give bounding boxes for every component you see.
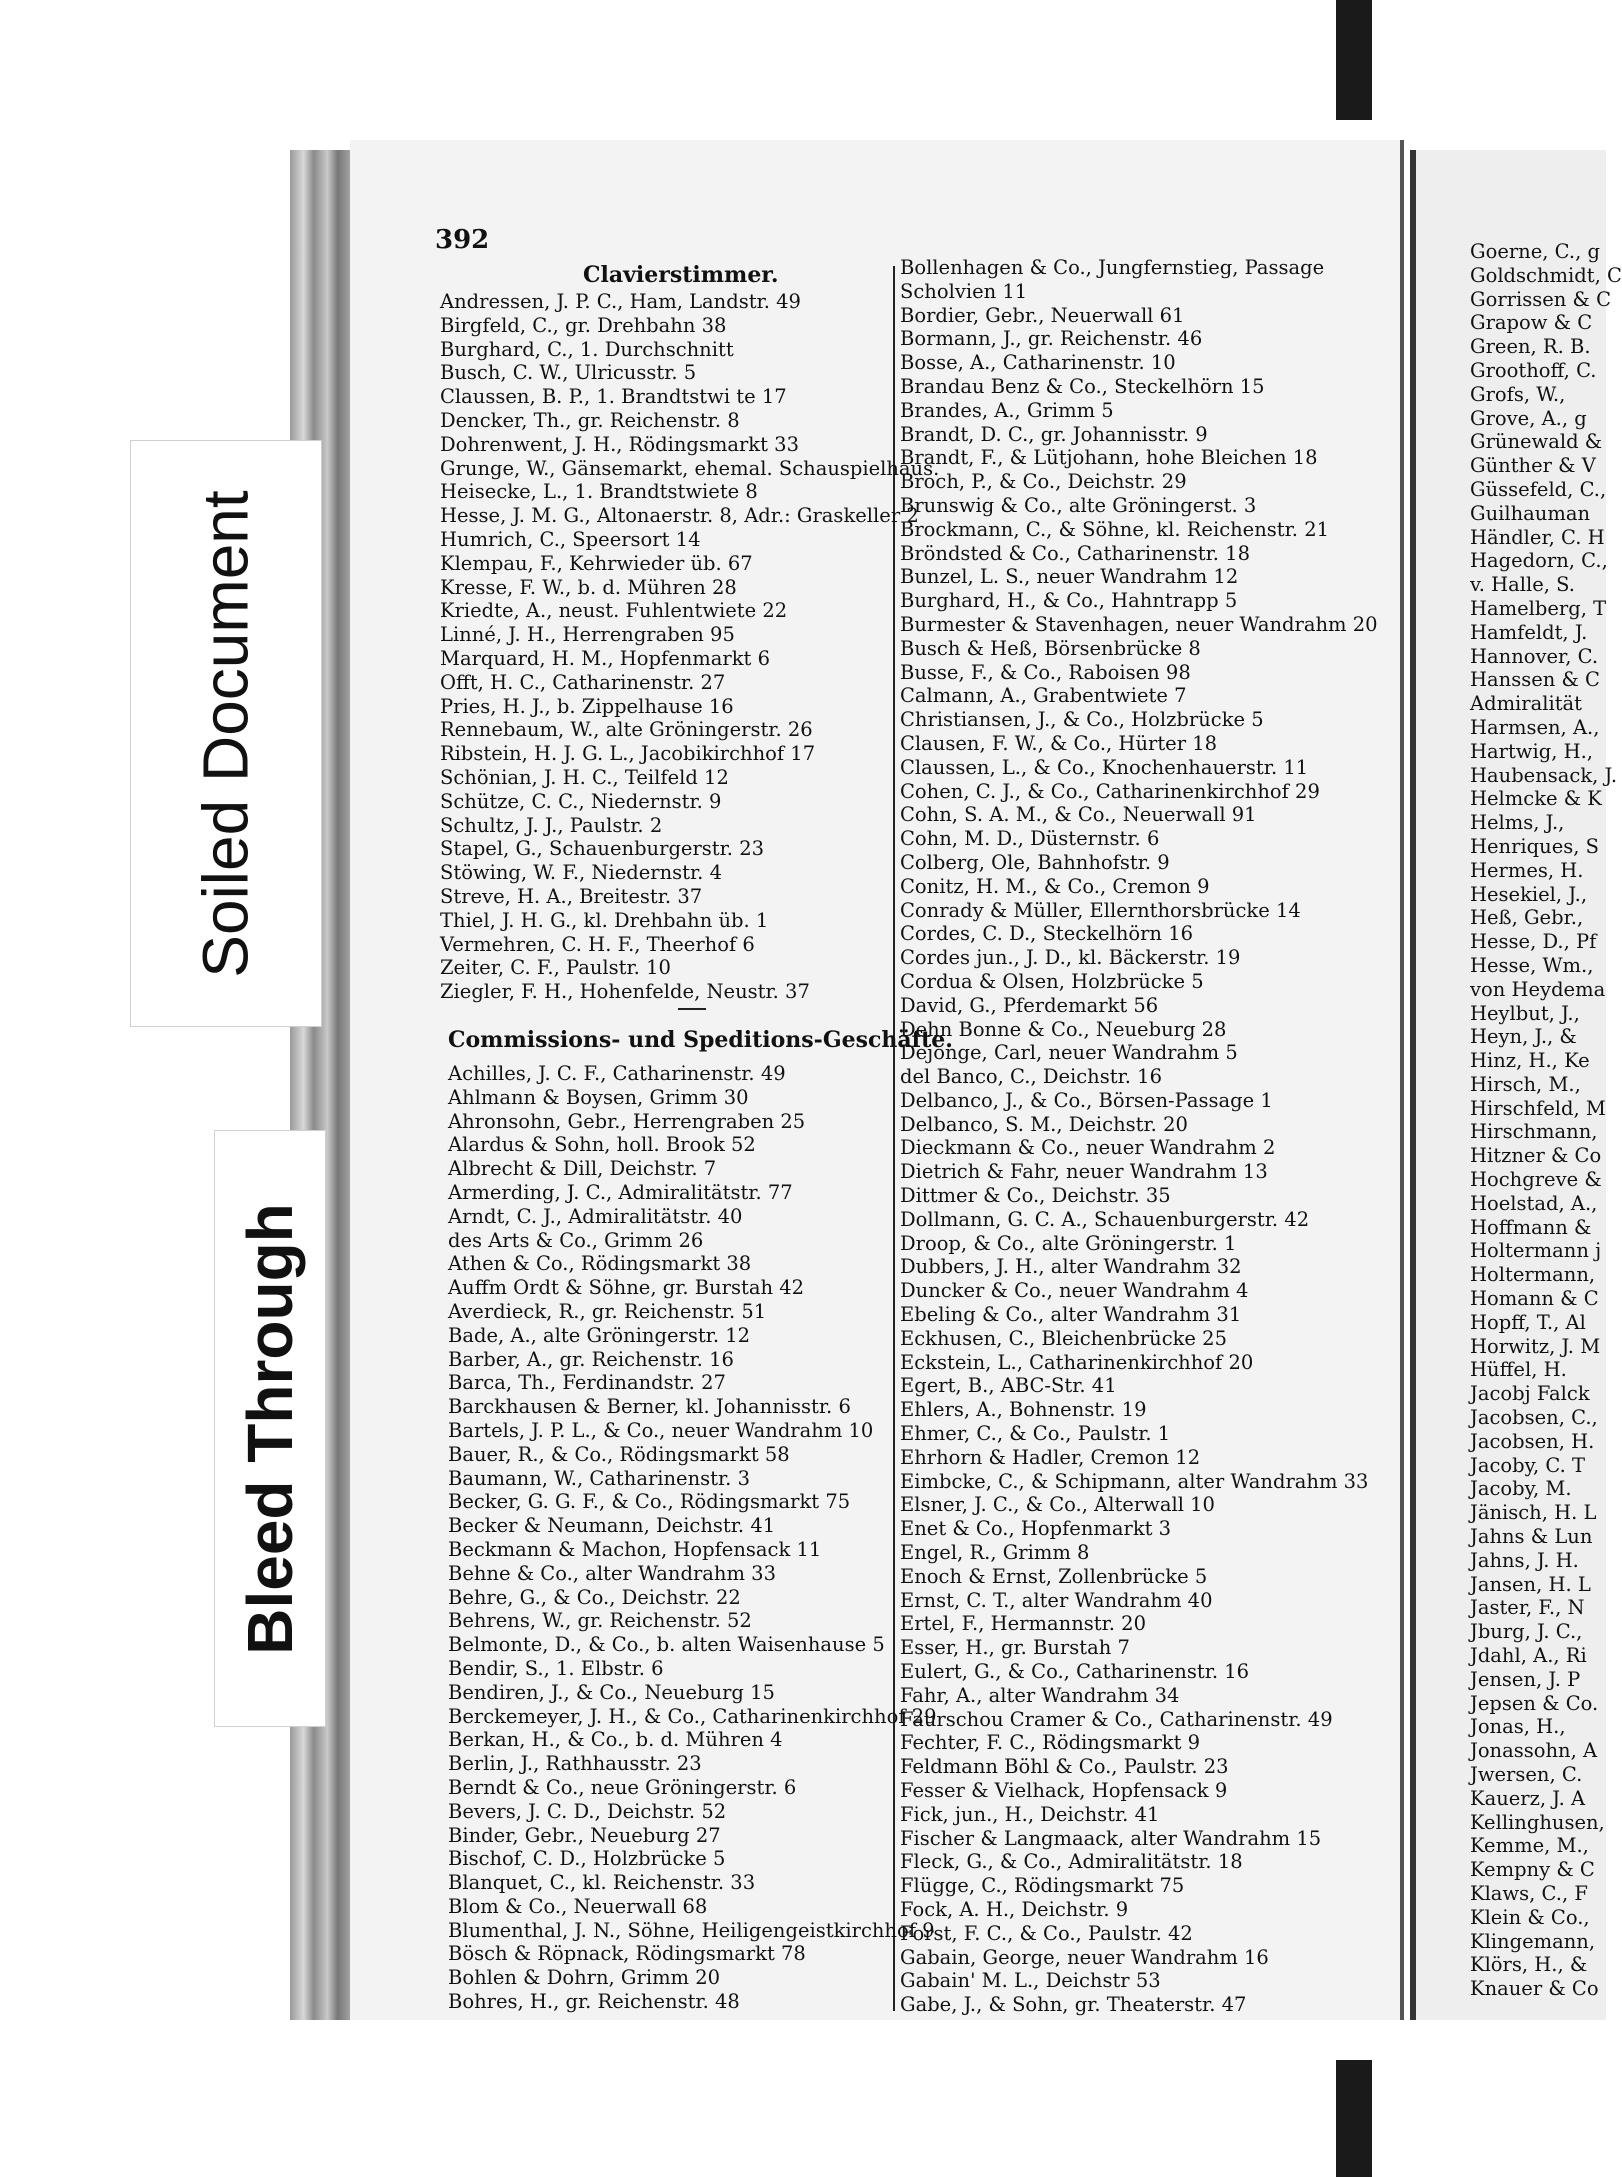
directory-entry: Bauer, R., & Co., Rödingsmarkt 58 bbox=[448, 1442, 790, 1466]
directory-entry: Fesser & Vielhack, Hopfensack 9 bbox=[900, 1779, 1228, 1802]
directory-entry: Jonassohn, A bbox=[1470, 1739, 1598, 1763]
directory-entry: Knauer & Co bbox=[1470, 1977, 1599, 2001]
directory-entry: Hochgreve & bbox=[1470, 1168, 1602, 1192]
directory-entry: Bosse, A., Catharinenstr. 10 bbox=[900, 351, 1176, 375]
directory-entry: Klaws, C., F bbox=[1470, 1881, 1588, 1905]
directory-entry: Hirschmann, bbox=[1470, 1120, 1598, 1144]
directory-entry: Stapel, G., Schauenburgerstr. 23 bbox=[440, 837, 765, 861]
directory-entry: Beckmann & Machon, Hopfensack 11 bbox=[448, 1537, 822, 1561]
directory-entry: Hesekiel, J., bbox=[1470, 882, 1588, 906]
directory-entry: Birgfeld, C., gr. Drehbahn 38 bbox=[440, 313, 727, 337]
directory-entry: Auffm Ordt & Söhne, gr. Burstah 42 bbox=[448, 1276, 805, 1300]
directory-entry: Berlin, J., Rathhausstr. 23 bbox=[448, 1752, 702, 1776]
directory-entry: Eckstein, L., Catharinenkirchhof 20 bbox=[900, 1350, 1254, 1374]
directory-entry: Jacoby, C. T bbox=[1470, 1453, 1586, 1477]
directory-entry: Jahns, J. H. bbox=[1470, 1548, 1579, 1572]
directory-entry: Hamelberg, T bbox=[1470, 596, 1607, 620]
directory-entry: Heylbut, J., bbox=[1470, 1001, 1580, 1025]
directory-entry: Busse, F., & Co., Raboisen 98 bbox=[900, 660, 1191, 684]
directory-entry: Schönian, J. H. C., Teilfeld 12 bbox=[440, 765, 729, 789]
directory-entry: Cordua & Olsen, Holzbrücke 5 bbox=[900, 969, 1204, 993]
directory-entry: David, G., Pferdemarkt 56 bbox=[900, 993, 1159, 1017]
directory-entry: Barckhausen & Berner, kl. Johannisstr. 6 bbox=[448, 1395, 851, 1419]
directory-entry: Dubbers, J. H., alter Wandrahm 32 bbox=[900, 1255, 1242, 1279]
directory-entry: Brockmann, C., & Söhne, kl. Reichenstr. 21 bbox=[900, 517, 1330, 541]
directory-entry: Goldschmidt, C bbox=[1470, 263, 1622, 287]
directory-entry: Bröndsted & Co., Catharinenstr. 18 bbox=[900, 541, 1250, 565]
directory-entry: Bollenhagen & Co., Jungfernstieg, Passage bbox=[900, 256, 1325, 279]
directory-entry: Offt, H. C., Catharinenstr. 27 bbox=[440, 670, 726, 694]
directory-entry: des Arts & Co., Grimm 26 bbox=[448, 1228, 704, 1252]
directory-entry: Ribstein, H. J. G. L., Jacobikirchhof 17 bbox=[440, 742, 816, 766]
directory-entry: Dollmann, G. C. A., Schauenburgerstr. 42 bbox=[900, 1207, 1310, 1231]
directory-entry: Hoffmann & bbox=[1470, 1215, 1592, 1239]
directory-entry: Holtermann, bbox=[1470, 1263, 1596, 1287]
directory-entry: Fick, jun., H., Deichstr. 41 bbox=[900, 1802, 1160, 1826]
directory-entry: Berndt & Co., neue Gröningerstr. 6 bbox=[448, 1775, 797, 1799]
directory-entry: Ziegler, F. H., Hohenfelde, Neustr. 37 bbox=[440, 980, 810, 1004]
directory-entry: Blumenthal, J. N., Söhne, Heiligengeistkirchhof 9 bbox=[448, 1918, 935, 1942]
directory-entry: Andressen, J. P. C., Ham, Landstr. 49 bbox=[440, 290, 801, 313]
clavierstimmer-list bbox=[440, 290, 939, 1004]
directory-entry: Fock, A. H., Deichstr. 9 bbox=[900, 1897, 1129, 1921]
directory-entry: del Banco, C., Deichstr. 16 bbox=[900, 1065, 1162, 1089]
directory-entry: Rennebaum, W., alte Gröningerstr. 26 bbox=[440, 718, 813, 742]
directory-entry: Brandes, A., Grimm 5 bbox=[900, 398, 1114, 422]
directory-entry: Marquard, H. M., Hopfenmarkt 6 bbox=[440, 646, 770, 670]
directory-entry: Blom & Co., Neuerwall 68 bbox=[448, 1894, 708, 1918]
commissions-list-col1 bbox=[448, 1062, 937, 2014]
directory-entry: Humrich, C., Speersort 14 bbox=[440, 527, 701, 551]
directory-entry: Hagedorn, C., bbox=[1470, 549, 1608, 573]
directory-entry: Brandt, D. C., gr. Johannisstr. 9 bbox=[900, 422, 1208, 446]
directory-entry: Grunge, W., Gänsemarkt, ehemal. Schauspielhaus. bbox=[440, 456, 940, 480]
directory-entry: Arndt, C. J., Admiralitätstr. 40 bbox=[448, 1204, 743, 1228]
directory-entry: Bartels, J. P. L., & Co., neuer Wandrahm 10 bbox=[448, 1418, 874, 1442]
directory-entry: Barber, A., gr. Reichenstr. 16 bbox=[448, 1347, 734, 1371]
directory-entry: Hirsch, M., bbox=[1470, 1072, 1581, 1096]
directory-entry: Haubensack, J. bbox=[1470, 763, 1618, 787]
directory-entry: Bendir, S., 1. Elbstr. 6 bbox=[448, 1656, 664, 1680]
directory-entry: Bevers, J. C. D., Deichstr. 52 bbox=[448, 1799, 727, 1823]
directory-entry: Eckhusen, C., Bleichenbrücke 25 bbox=[900, 1326, 1227, 1350]
directory-entry: Armerding, J. C., Admiralitätstr. 77 bbox=[448, 1180, 793, 1204]
section-heading-commissions: Commissions- und Speditions-Geschäfte. bbox=[448, 1027, 953, 1053]
directory-entry: Streve, H. A., Breitestr. 37 bbox=[440, 884, 703, 908]
soiled-document-tag: Soiled Document bbox=[130, 440, 322, 1027]
directory-entry: Berckemeyer, J. H., & Co., Catharinenkirchhof 29 bbox=[448, 1704, 937, 1728]
directory-entry: Gabain' M. L., Deichstr 53 bbox=[900, 1969, 1161, 1993]
directory-entry: Klein & Co., bbox=[1470, 1905, 1590, 1929]
directory-entry: Jacobj Falck bbox=[1470, 1382, 1590, 1406]
directory-entry: Behrens, W., gr. Reichenstr. 52 bbox=[448, 1609, 752, 1633]
directory-entry: Busch & Heß, Börsenbrücke 8 bbox=[900, 636, 1201, 660]
directory-entry: Heß, Gebr., bbox=[1470, 906, 1584, 930]
facing-page-list bbox=[1470, 240, 1622, 2001]
directory-entry: Jburg, J. C., bbox=[1470, 1620, 1583, 1644]
directory-entry: Colberg, Ole, Bahnhofstr. 9 bbox=[900, 850, 1170, 874]
directory-entry: Jacobsen, C., bbox=[1470, 1406, 1598, 1430]
directory-entry: Feldmann Böhl & Co., Paulstr. 23 bbox=[900, 1755, 1229, 1779]
directory-entry: Henriques, S bbox=[1470, 834, 1600, 858]
directory-entry: Esser, H., gr. Burstah 7 bbox=[900, 1636, 1130, 1660]
directory-entry: Dehn Bonne & Co., Neueburg 28 bbox=[900, 1017, 1227, 1041]
directory-entry: Becker & Neumann, Deichstr. 41 bbox=[448, 1514, 776, 1538]
directory-entry: Jensen, J. P bbox=[1470, 1667, 1581, 1691]
directory-entry: Egert, B., ABC-Str. 41 bbox=[900, 1374, 1117, 1398]
directory-entry: Cordes, C. D., Steckelhörn 16 bbox=[900, 922, 1194, 946]
directory-entry: Grünewald & bbox=[1470, 430, 1603, 454]
directory-entry: Fahr, A., alter Wandrahm 34 bbox=[900, 1683, 1180, 1707]
directory-entry: Scholvien 11 bbox=[900, 279, 1028, 303]
directory-entry: Horwitz, J. M bbox=[1470, 1334, 1601, 1358]
directory-entry: Bade, A., alte Gröningerstr. 12 bbox=[448, 1323, 751, 1347]
directory-entry: Kemme, M., bbox=[1470, 1834, 1589, 1858]
directory-entry: Grove, A., g bbox=[1470, 406, 1587, 430]
directory-entry: Droop, & Co., alte Gröningerstr. 1 bbox=[900, 1231, 1237, 1255]
directory-entry: Jacobsen, H. bbox=[1470, 1429, 1595, 1453]
directory-entry: Heyn, J., & bbox=[1470, 1025, 1577, 1049]
commissions-list-col2 bbox=[900, 256, 1378, 2017]
directory-entry: Bendiren, J., & Co., Neueburg 15 bbox=[448, 1680, 775, 1704]
directory-entry: Burghard, C., 1. Durchschnitt bbox=[440, 337, 734, 361]
directory-entry: Ertel, F., Hermannstr. 20 bbox=[900, 1612, 1146, 1636]
directory-entry: Linné, J. H., Herrengraben 95 bbox=[440, 623, 735, 647]
directory-entry: Averdieck, R., gr. Reichenstr. 51 bbox=[448, 1299, 767, 1323]
directory-entry: Jwersen, C. bbox=[1470, 1763, 1583, 1786]
directory-entry: Enet & Co., Hopfenmarkt 3 bbox=[900, 1517, 1172, 1541]
directory-entry: Alardus & Sohn, holl. Brook 52 bbox=[448, 1133, 756, 1157]
book-page-edges bbox=[290, 150, 358, 2020]
directory-entry: Hesse, D., Pf bbox=[1470, 930, 1597, 954]
directory-entry: Clausen, F. W., & Co., Hürter 18 bbox=[900, 731, 1218, 755]
directory-entry: Duncker & Co., neuer Wandrahm 4 bbox=[900, 1279, 1249, 1303]
directory-entry: Grapow & C bbox=[1470, 311, 1593, 335]
directory-entry: Pries, H. J., b. Zippelhause 16 bbox=[440, 694, 734, 718]
directory-entry: Bormann, J., gr. Reichenstr. 46 bbox=[900, 327, 1203, 351]
directory-entry: Engel, R., Grimm 8 bbox=[900, 1541, 1090, 1565]
directory-entry: Fischer & Langmaack, alter Wandrahm 15 bbox=[900, 1826, 1322, 1850]
directory-entry: Dohrenwent, J. H., Rödingsmarkt 33 bbox=[440, 432, 799, 456]
directory-entry: Fleck, G., & Co., Admiralitätstr. 18 bbox=[900, 1850, 1243, 1874]
directory-entry: Cordes jun., J. D., kl. Bäckerstr. 19 bbox=[900, 946, 1241, 970]
directory-entry: Delbanco, S. M., Deichstr. 20 bbox=[900, 1112, 1188, 1136]
directory-entry: Claussen, B. P., 1. Brandtstwi te 17 bbox=[440, 385, 787, 409]
directory-entry: Hinz, H., Ke bbox=[1470, 1049, 1590, 1073]
directory-entry: Groothoff, C. bbox=[1470, 358, 1597, 382]
directory-entry: Guilhauman bbox=[1470, 501, 1591, 525]
directory-entry: Brunswig & Co., alte Gröningerst. 3 bbox=[900, 493, 1257, 517]
directory-entry: Cohn, S. A. M., & Co., Neuerwall 91 bbox=[900, 803, 1257, 827]
directory-entry: Goerne, C., g bbox=[1470, 240, 1600, 263]
directory-entry: Jdahl, A., Ri bbox=[1470, 1644, 1587, 1668]
directory-entry: Güssefeld, C., bbox=[1470, 477, 1607, 501]
directory-entry: Faurschou Cramer & Co., Catharinenstr. 49 bbox=[900, 1707, 1333, 1731]
directory-entry: Ahlmann & Boysen, Grimm 30 bbox=[448, 1085, 749, 1109]
directory-entry: Bischof, C. D., Holzbrücke 5 bbox=[448, 1847, 726, 1871]
directory-entry: Eimbcke, C., & Schipmann, alter Wandrahm 33 bbox=[900, 1469, 1369, 1493]
directory-entry: Behre, G., & Co., Deichstr. 22 bbox=[448, 1585, 741, 1609]
directory-entry: Thiel, J. H. G., kl. Drehbahn üb. 1 bbox=[440, 908, 769, 932]
directory-entry: Kriedte, A., neust. Fuhlentwiete 22 bbox=[440, 599, 788, 623]
directory-entry: Christiansen, J., & Co., Holzbrücke 5 bbox=[900, 708, 1264, 732]
directory-entry: Belmonte, D., & Co., b. alten Waisenhause 5 bbox=[448, 1633, 885, 1657]
directory-entry: Bösch & Röpnack, Rödingsmarkt 78 bbox=[448, 1942, 806, 1966]
directory-entry: Helms, J., bbox=[1470, 811, 1565, 835]
directory-entry: Broch, P., & Co., Deichstr. 29 bbox=[900, 470, 1187, 494]
directory-entry: Conrady & Müller, Ellernthorsbrücke 14 bbox=[900, 898, 1301, 922]
directory-entry: Dieckmann & Co., neuer Wandrahm 2 bbox=[900, 1136, 1276, 1160]
directory-entry: Achilles, J. C. F., Catharinenstr. 49 bbox=[448, 1062, 786, 1085]
directory-entry: Bunzel, L. S., neuer Wandrahm 12 bbox=[900, 565, 1239, 589]
directory-entry: Flügge, C., Rödingsmarkt 75 bbox=[900, 1874, 1185, 1898]
directory-entry: Bordier, Gebr., Neuerwall 61 bbox=[900, 303, 1185, 327]
directory-entry: Ahronsohn, Gebr., Herrengraben 25 bbox=[448, 1109, 806, 1133]
directory-entry: Brandt, F., & Lütjohann, hohe Bleichen 18 bbox=[900, 446, 1318, 470]
directory-entry: Hitzner & Co bbox=[1470, 1144, 1602, 1168]
directory-entry: Jänisch, H. L bbox=[1470, 1501, 1597, 1525]
directory-entry: Händler, C. H bbox=[1470, 525, 1605, 549]
directory-entry: Brandau Benz & Co., Steckelhörn 15 bbox=[900, 374, 1265, 398]
scanner-edge-top bbox=[1336, 0, 1372, 120]
directory-entry: Behne & Co., alter Wandrahm 33 bbox=[448, 1561, 776, 1585]
directory-entry: Calmann, A., Grabentwiete 7 bbox=[900, 684, 1187, 708]
directory-entry: Hirschfeld, M bbox=[1470, 1096, 1606, 1120]
directory-entry: Cohn, M. D., Düsternstr. 6 bbox=[900, 827, 1160, 851]
directory-entry: Gabe, J., & Sohn, gr. Theaterstr. 47 bbox=[900, 1993, 1247, 2017]
directory-entry: Cohen, C. J., & Co., Catharinenkirchhof 29 bbox=[900, 779, 1320, 803]
directory-entry: Dittmer & Co., Deichstr. 35 bbox=[900, 1184, 1171, 1208]
directory-entry: Claussen, L., & Co., Knochenhauerstr. 11 bbox=[900, 755, 1309, 779]
directory-entry: Ehlers, A., Bohnenstr. 19 bbox=[900, 1398, 1147, 1422]
directory-entry: Jonas, H., bbox=[1470, 1715, 1566, 1739]
directory-entry: Burmester & Stavenhagen, neuer Wandrahm 20 bbox=[900, 612, 1378, 636]
directory-entry: Berkan, H., & Co., b. d. Mühren 4 bbox=[448, 1728, 783, 1752]
directory-entry: Zeiter, C. F., Paulstr. 10 bbox=[440, 956, 671, 980]
directory-entry: Jepsen & Co. bbox=[1470, 1691, 1599, 1715]
directory-entry: Klempau, F., Kehrwieder üb. 67 bbox=[440, 551, 753, 575]
bleed-through-tag: Bleed Through bbox=[214, 1130, 326, 1727]
directory-entry: Conitz, H. M., & Co., Cremon 9 bbox=[900, 874, 1210, 898]
directory-entry: Klörs, H., & bbox=[1470, 1953, 1588, 1977]
directory-entry: Bohres, H., gr. Reichenstr. 48 bbox=[448, 1990, 740, 2014]
directory-entry: Barca, Th., Ferdinandstr. 27 bbox=[448, 1371, 726, 1395]
directory-entry: Ernst, C. T., alter Wandrahm 40 bbox=[900, 1588, 1213, 1612]
directory-entry: Forst, F. C., & Co., Paulstr. 42 bbox=[900, 1921, 1193, 1945]
directory-entry: Enoch & Ernst, Zollenbrücke 5 bbox=[900, 1564, 1208, 1588]
directory-entry: Jansen, H. L bbox=[1470, 1572, 1591, 1596]
section-separator bbox=[678, 1008, 706, 1010]
directory-entry: Jaster, F., N bbox=[1470, 1596, 1585, 1620]
directory-entry: von Heydema bbox=[1470, 977, 1606, 1001]
directory-entry: Becker, G. G. F., & Co., Rödingsmarkt 75 bbox=[448, 1490, 851, 1514]
directory-entry: Hermes, H. bbox=[1470, 858, 1584, 882]
directory-entry: Stöwing, W. F., Niedernstr. 4 bbox=[440, 861, 722, 885]
page-number: 392 bbox=[435, 225, 490, 255]
directory-entry: Kresse, F. W., b. d. Mühren 28 bbox=[440, 575, 737, 599]
section-heading-clavierstimmer: Clavierstimmer. bbox=[583, 262, 779, 288]
directory-entry: Blanquet, C., kl. Reichenstr. 33 bbox=[448, 1871, 756, 1895]
directory-entry: Athen & Co., Rödingsmarkt 38 bbox=[448, 1252, 752, 1276]
directory-entry: Vermehren, C. H. F., Theerhof 6 bbox=[440, 932, 755, 956]
directory-entry: Burghard, H., & Co., Hahntrapp 5 bbox=[900, 589, 1238, 613]
directory-entry: Gabain, George, neuer Wandrahm 16 bbox=[900, 1945, 1269, 1969]
directory-entry: Jacoby, M. bbox=[1470, 1477, 1572, 1501]
directory-entry: Hartwig, H., bbox=[1470, 739, 1593, 763]
directory-entry: Homann & C bbox=[1470, 1287, 1599, 1311]
directory-entry: Dencker, Th., gr. Reichenstr. 8 bbox=[440, 408, 740, 432]
directory-entry: Delbanco, J., & Co., Börsen-Passage 1 bbox=[900, 1088, 1273, 1112]
directory-entry: Hesse, Wm., bbox=[1470, 953, 1594, 977]
directory-entry: Hannover, C. bbox=[1470, 644, 1599, 668]
directory-entry: Hanssen & C bbox=[1470, 668, 1600, 692]
directory-entry: Heisecke, L., 1. Brandtstwiete 8 bbox=[440, 480, 758, 504]
directory-entry: Schultz, J. J., Paulstr. 2 bbox=[440, 813, 663, 837]
scanner-edge-bottom bbox=[1336, 2060, 1372, 2177]
directory-entry: Fechter, F. C., Rödingsmarkt 9 bbox=[900, 1731, 1201, 1755]
directory-entry: Harmsen, A., bbox=[1470, 715, 1600, 739]
directory-entry: Kauerz, J. A bbox=[1470, 1786, 1586, 1810]
directory-entry: Klingemann, bbox=[1470, 1929, 1596, 1953]
directory-entry: Günther & V bbox=[1470, 454, 1596, 478]
directory-entry: Admiralität bbox=[1470, 692, 1583, 716]
directory-entry: Binder, Gebr., Neueburg 27 bbox=[448, 1823, 721, 1847]
directory-entry: Green, R. B. bbox=[1470, 335, 1591, 359]
directory-entry: Hamfeldt, J. bbox=[1470, 620, 1588, 644]
directory-entry: Gorrissen & C bbox=[1470, 287, 1611, 311]
directory-entry: Jahns & Lun bbox=[1470, 1525, 1593, 1549]
directory-entry: Bohlen & Dohrn, Grimm 20 bbox=[448, 1966, 721, 1990]
directory-entry: Dejonge, Carl, neuer Wandrahm 5 bbox=[900, 1041, 1238, 1065]
directory-entry: Schütze, C. C., Niedernstr. 9 bbox=[440, 789, 722, 813]
directory-entry: Albrecht & Dill, Deichstr. 7 bbox=[448, 1157, 717, 1181]
directory-entry: Kellinghusen, bbox=[1470, 1810, 1605, 1834]
directory-entry: Holtermann j bbox=[1470, 1239, 1602, 1263]
directory-entry: Eulert, G., & Co., Catharinenstr. 16 bbox=[900, 1660, 1250, 1684]
directory-entry: Dietrich & Fahr, neuer Wandrahm 13 bbox=[900, 1160, 1268, 1184]
directory-entry: Ebeling & Co., alter Wandrahm 31 bbox=[900, 1303, 1242, 1327]
directory-entry: v. Halle, S. bbox=[1470, 573, 1576, 597]
directory-entry: Hesse, J. M. G., Altonaerstr. 8, Adr.: Graskeller 2 bbox=[440, 504, 919, 528]
directory-entry: Hüffel, H. bbox=[1470, 1358, 1567, 1382]
directory-entry: Elsner, J. C., & Co., Alterwall 10 bbox=[900, 1493, 1215, 1517]
directory-entry: Kempny & C bbox=[1470, 1858, 1595, 1882]
directory-entry: Baumann, W., Catharinenstr. 3 bbox=[448, 1466, 750, 1490]
directory-entry: Helmcke & K bbox=[1470, 787, 1602, 811]
directory-entry: Grofs, W., bbox=[1470, 382, 1566, 406]
directory-entry: Busch, C. W., Ulricusstr. 5 bbox=[440, 361, 697, 385]
directory-entry: Ehmer, C., & Co., Paulstr. 1 bbox=[900, 1422, 1171, 1446]
directory-entry: Hoelstad, A., bbox=[1470, 1191, 1598, 1215]
directory-entry: Ehrhorn & Hadler, Cremon 12 bbox=[900, 1445, 1201, 1469]
directory-entry: Hopff, T., Al bbox=[1470, 1310, 1586, 1334]
